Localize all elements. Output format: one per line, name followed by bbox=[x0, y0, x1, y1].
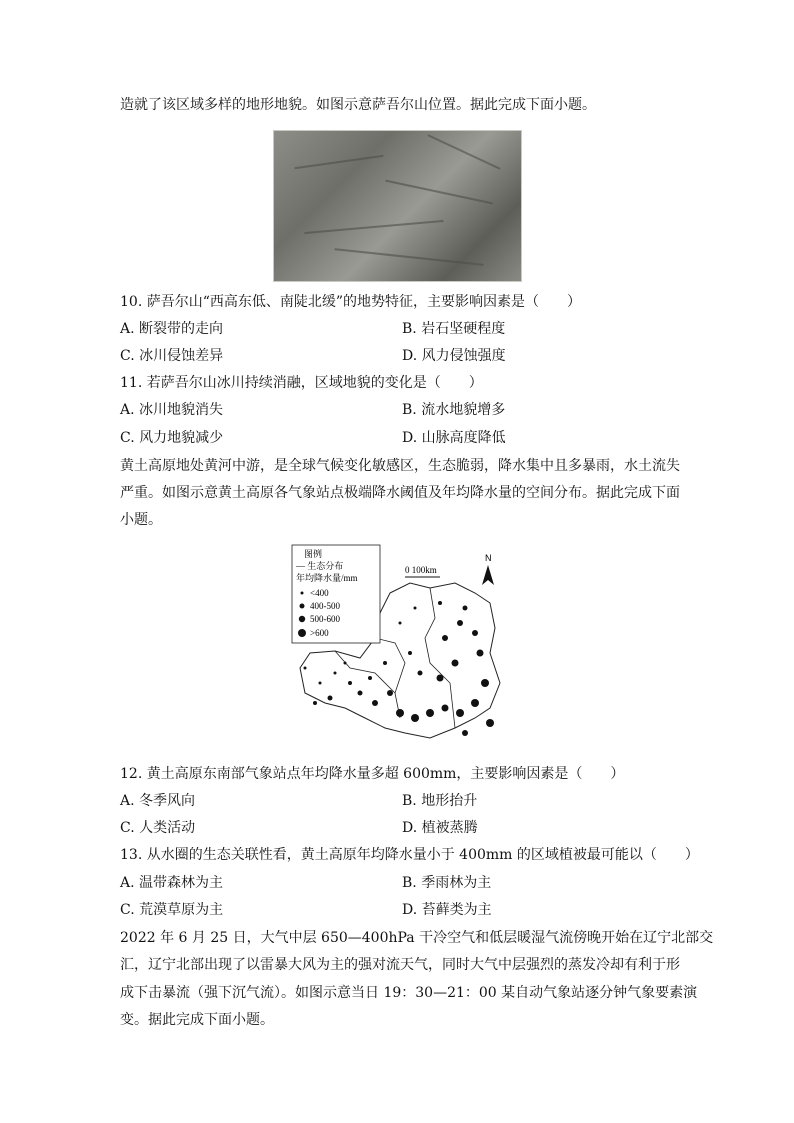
legend-item-1: <400 bbox=[310, 588, 329, 598]
q10-option-c: C. 冰川侵蚀差异 bbox=[120, 348, 224, 364]
q13-option-a: A. 温带森林为主 bbox=[120, 875, 224, 891]
q11-option-c: C. 风力地貌减少 bbox=[120, 430, 224, 446]
intro-paragraph-3-line-3: 成下击暴流（强下沉气流）。如图示意当日 19：30—21：00 某自动气象站逐分钟气象要素演 bbox=[120, 985, 698, 1001]
legend-item-4: >600 bbox=[310, 628, 329, 638]
legend-box bbox=[292, 545, 380, 643]
q11-option-b: B. 流水地貌增多 bbox=[402, 402, 506, 418]
q13-option-d: D. 苔藓类为主 bbox=[402, 902, 492, 918]
question-11-stem: 11. 若萨吾尔山冰川持续消融，区域地貌的变化是（ ） bbox=[120, 375, 483, 391]
q12-option-a: A. 冬季风向 bbox=[120, 793, 196, 809]
intro-paragraph-3-line-2: 汇，辽宁北部出现了以雷暴大风为主的强对流天气，同时大气中层强烈的蒸发冷却有利于形 bbox=[120, 957, 680, 973]
q11-option-a: A. 冰川地貌消失 bbox=[120, 402, 224, 418]
intro-paragraph-1: 造就了该区域多样的地形地貌。如图示意萨吾尔山位置。据此完成下面小题。 bbox=[120, 97, 596, 113]
intro-paragraph-2-line-1: 黄土高原地处黄河中游，是全球气候变化敏感区，生态脆弱，降水集中且多暴雨，水土流失 bbox=[120, 458, 680, 474]
q11-option-d: D. 山脉高度降低 bbox=[402, 430, 506, 446]
q12-option-b: B. 地形抬升 bbox=[402, 793, 478, 809]
q10-option-a: A. 断裂带的走向 bbox=[120, 321, 224, 337]
saur-mountain-photo bbox=[273, 130, 522, 282]
north-arrow-icon bbox=[482, 565, 494, 585]
loess-plateau-precipitation-map bbox=[290, 543, 510, 748]
q10-option-d: D. 风力侵蚀强度 bbox=[402, 348, 506, 364]
question-10-stem: 10. 萨吾尔山“西高东低、南陡北缓”的地势特征，主要影响因素是（ ） bbox=[120, 294, 582, 310]
eco-line-2 bbox=[425, 588, 455, 728]
question-12-stem: 12. 黄土高原东南部气象站点年均降水量多超 600mm，主要影响因素是（ ） bbox=[120, 766, 625, 782]
q10-option-b: B. 岩石坚硬程度 bbox=[402, 321, 506, 337]
q12-option-c: C. 人类活动 bbox=[120, 820, 196, 836]
intro-paragraph-3-line-4: 变。据此完成下面小题。 bbox=[120, 1012, 274, 1028]
legend-item-2: 400-500 bbox=[310, 601, 340, 611]
q13-option-c: C. 荒漠草原为主 bbox=[120, 902, 224, 918]
scale-bar-label: 0 100km bbox=[405, 565, 437, 575]
legend-item-3: 500-600 bbox=[310, 614, 340, 624]
legend-line: — 生态分布 bbox=[296, 561, 344, 571]
intro-paragraph-2-line-3: 小题。 bbox=[120, 512, 162, 528]
q12-option-d: D. 植被蒸腾 bbox=[402, 820, 478, 836]
intro-paragraph-2-line-2: 严重。如图示意黄土高原各气象站点极端降水阈值及年均降水量的空间分布。据此完成下面 bbox=[120, 485, 680, 501]
legend-title: 图例 bbox=[304, 549, 323, 559]
north-label: N bbox=[485, 553, 492, 563]
legend-subtitle: 年均降水量/mm bbox=[296, 573, 358, 583]
question-13-stem: 13. 从水圈的生态关联性看，黄土高原年均降水量小于 400mm 的区域植被最可能以（ ） bbox=[120, 847, 699, 863]
q13-option-b: B. 季雨林为主 bbox=[402, 875, 492, 891]
eco-line-3 bbox=[335, 651, 395, 693]
intro-paragraph-3-line-1: 2022 年 6 月 25 日，大气中层 650—400hPa 干冷空气和低层暖湿气流傍晚开始在辽宁北部交 bbox=[120, 930, 714, 946]
